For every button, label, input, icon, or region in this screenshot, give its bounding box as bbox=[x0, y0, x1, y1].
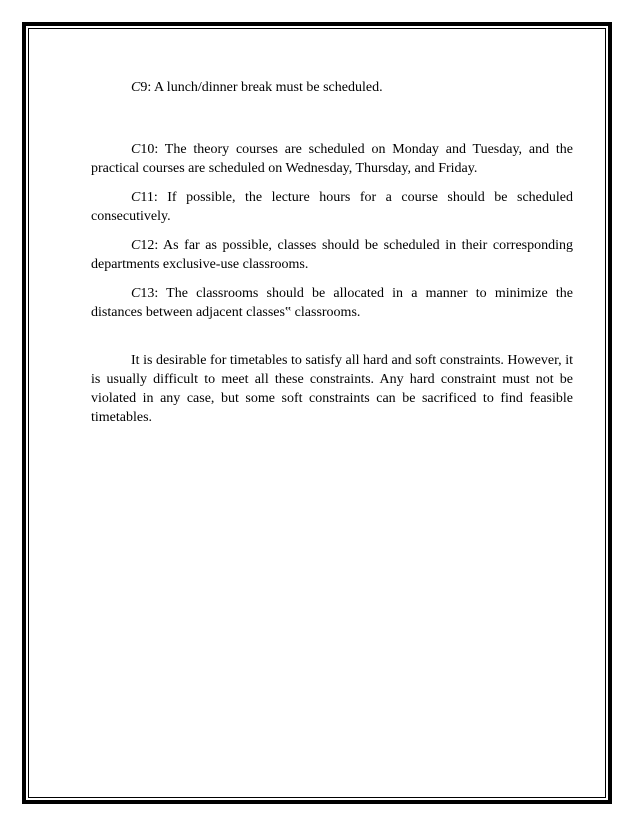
constraint-number: 11 bbox=[140, 190, 154, 205]
constraint-text: : A lunch/dinner break must be scheduled. bbox=[147, 80, 383, 95]
constraint-c9-paragraph bbox=[91, 78, 573, 97]
constraint-c13-paragraph bbox=[91, 284, 573, 322]
constraint-label: C bbox=[131, 238, 141, 253]
constraint-label: C bbox=[131, 190, 141, 205]
constraint-number: 10 bbox=[140, 142, 155, 157]
constraint-c12-paragraph bbox=[91, 236, 573, 274]
constraint-number: 13 bbox=[140, 286, 155, 301]
constraint-label: C bbox=[131, 142, 141, 157]
document-body bbox=[91, 78, 573, 427]
constraint-number: 9 bbox=[140, 80, 148, 95]
conclusion-paragraph: It is desirable for timetables to satisfy all hard and soft constraints. However, it is usually difficult to meet all these constraints. Any hard constraint must not be violated in any case, but some soft constraints can be sacrificed to find feasible timetables. bbox=[91, 353, 573, 425]
constraint-text: : The theory courses are scheduled on Monday and Tuesday, and the practical courses are scheduled on Wednesday, Thursday, and Friday. bbox=[91, 142, 573, 176]
constraint-text: : As far as possible, classes should be scheduled in their corresponding departments exclusive-use classrooms. bbox=[91, 238, 573, 272]
constraint-text: : The classrooms should be allocated in a manner to minimize the distances between adjacent classes‟ classrooms. bbox=[91, 286, 573, 320]
constraint-label: C bbox=[131, 286, 141, 301]
constraint-text: : If possible, the lecture hours for a course should be scheduled consecutively. bbox=[91, 190, 573, 224]
constraint-c11-paragraph bbox=[91, 188, 573, 226]
constraint-c10-paragraph bbox=[91, 140, 573, 178]
constraint-label: C bbox=[131, 80, 141, 95]
constraint-number: 12 bbox=[140, 238, 155, 253]
